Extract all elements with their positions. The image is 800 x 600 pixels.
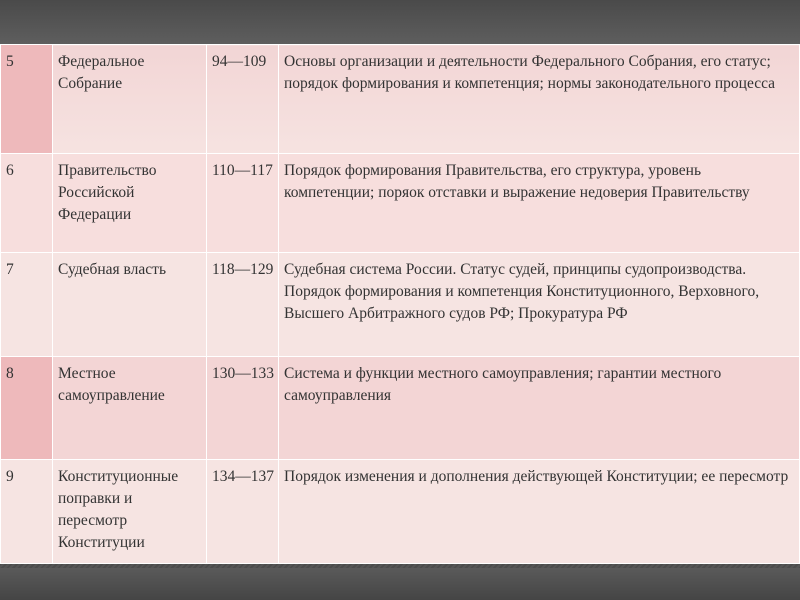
constitution-chapters-table bbox=[0, 44, 800, 564]
row-number: 6 bbox=[1, 154, 53, 253]
table-row bbox=[1, 154, 800, 253]
section-name: Правительство Российской Федерации bbox=[53, 154, 207, 253]
row-number: 5 bbox=[1, 45, 53, 154]
section-description: Основы организации и деятельности Федерального Собрания, его статус; порядок формирования и компетенция; нормы законодательного процесса bbox=[279, 45, 800, 154]
section-name: Судебная власть bbox=[53, 253, 207, 357]
row-number: 9 bbox=[1, 460, 53, 564]
table-row bbox=[1, 45, 800, 154]
row-number: 7 bbox=[1, 253, 53, 357]
table-row bbox=[1, 357, 800, 460]
section-name: Федеральное Собрание bbox=[53, 45, 207, 154]
section-name: Конституционные поправки и пересмотр Конституции bbox=[53, 460, 207, 564]
section-description: Судебная система России. Статус судей, принципы судопроизводства. Порядок формирования и компетенция Конституционного, Верховного, Высшего Арбитражного судов РФ; Прокуратура РФ bbox=[279, 253, 800, 357]
section-description: Система и функции местного самоуправления; гарантии местного самоуправления bbox=[279, 357, 800, 460]
slide-top-background bbox=[0, 0, 800, 44]
article-range: 130—133 bbox=[207, 357, 279, 460]
article-range: 118—129 bbox=[207, 253, 279, 357]
row-number: 8 bbox=[1, 357, 53, 460]
article-range: 110—117 bbox=[207, 154, 279, 253]
article-range: 134—137 bbox=[207, 460, 279, 564]
section-description: Порядок формирования Правительства, его структура, уровень компетенции; поряок отставки и выражение недоверия Правительству bbox=[279, 154, 800, 253]
slide-bottom-background bbox=[0, 568, 800, 600]
table-row bbox=[1, 460, 800, 564]
section-description: Порядок изменения и дополнения действующей Конституции; ее пересмотр bbox=[279, 460, 800, 564]
section-name: Местное самоуправление bbox=[53, 357, 207, 460]
table-row bbox=[1, 253, 800, 357]
article-range: 94—109 bbox=[207, 45, 279, 154]
